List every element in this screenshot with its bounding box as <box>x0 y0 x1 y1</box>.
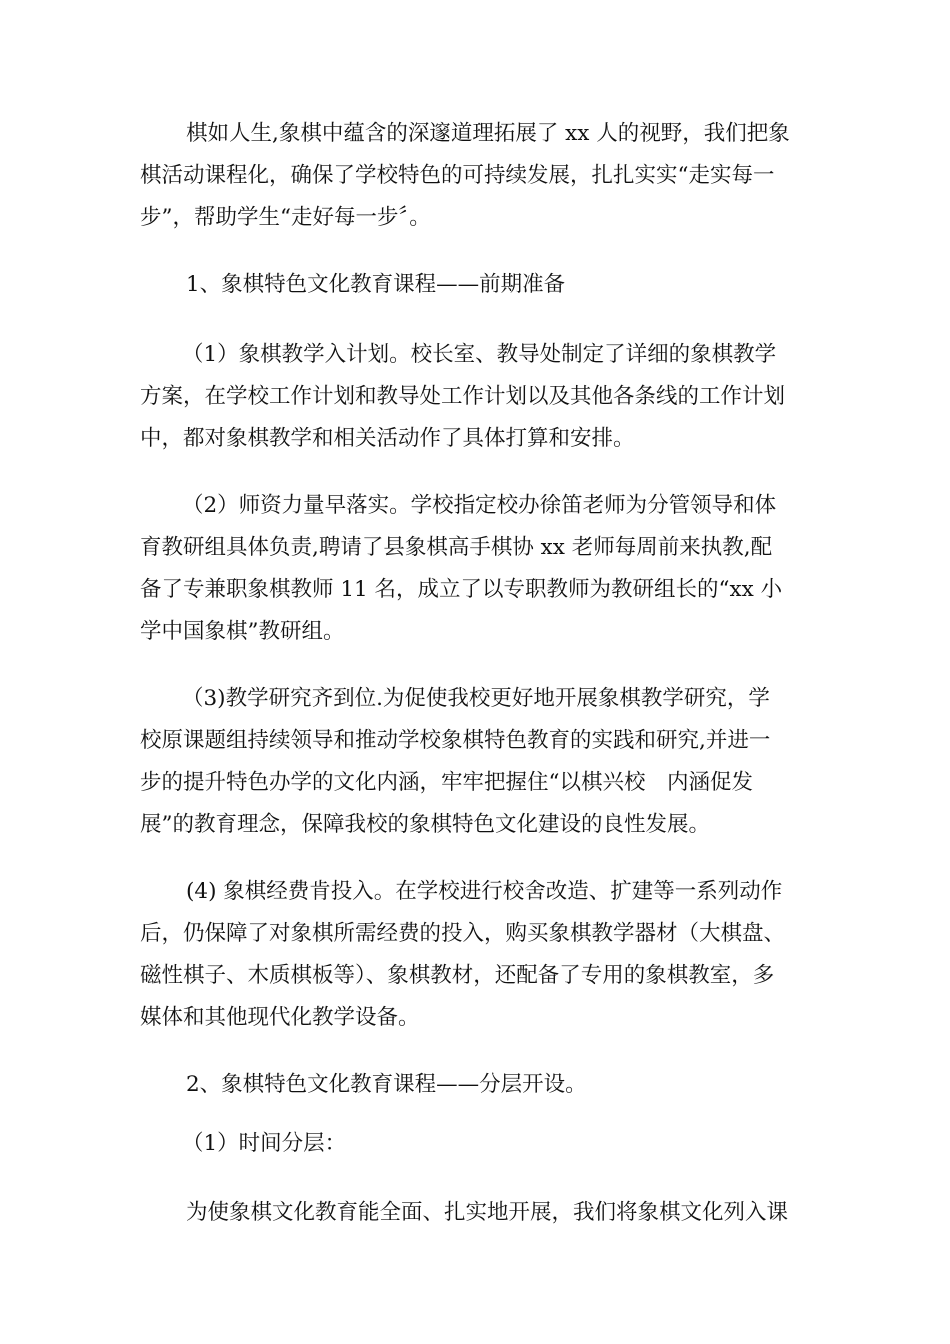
paragraph-line: 备了专兼职象棋教师 11 名，成立了以专职教师为教研组长的“xx 小 <box>140 577 783 602</box>
paragraph-line: 棋如人生,象棋中蕴含的深邃道理拓展了 xx 人的视野，我们把象 <box>186 121 790 146</box>
section-heading: 2、象棋特色文化教育课程——分层开设。 <box>186 1072 587 1097</box>
paragraph-line: 校原课题组持续领导和推动学校象棋特色教育的实践和研究,并进一 <box>140 728 771 753</box>
paragraph-line: （1）象棋教学入计划。校长室、教导处制定了详细的象棋教学 <box>182 342 777 367</box>
paragraph-line: 后，仍保障了对象棋所需经费的投入，购买象棋教学器材（大棋盘、 <box>140 921 786 946</box>
paragraph-line: 磁性棋子、木质棋板等）、象棋教材，还配备了专用的象棋教室，多 <box>140 963 775 988</box>
paragraph-line: （2）师资力量早落实。学校指定校办徐笛老师为分管领导和体 <box>182 493 777 518</box>
paragraph-line: 为使象棋文化教育能全面、扎实地开展，我们将象棋文化列入课 <box>186 1200 789 1225</box>
paragraph-line: 步的提升特色办学的文化内涵，牢牢把握住“以棋兴校 内涵促发 <box>140 770 753 795</box>
sub-heading: （1）时间分层： <box>182 1131 347 1156</box>
paragraph-line: （3)教学研究齐到位.为促使我校更好地开展象棋教学研究，学 <box>182 686 770 711</box>
paragraph-line: 中，都对象棋教学和相关活动作了具体打算和安排。 <box>140 426 635 451</box>
paragraph-line: 方案，在学校工作计划和教导处工作计划以及其他各条线的工作计划 <box>140 384 786 409</box>
section-heading: 1、象棋特色文化教育课程——前期准备 <box>186 272 566 297</box>
paragraph-line: 媒体和其他现代化教学设备。 <box>140 1005 420 1030</box>
paragraph-line: 棋活动课程化，确保了学校特色的可持续发展，扎扎实实“走实每一 <box>140 163 775 188</box>
paragraph-line: 展”的教育理念，保障我校的象棋特色文化建设的良性发展。 <box>140 812 710 837</box>
paragraph-line: (4) 象棋经费肯投入。在学校进行校舍改造、扩建等一系列动作 <box>186 879 783 904</box>
paragraph-line: 学中国象棋”教研组。 <box>140 619 345 644</box>
paragraph-line: 育教研组具体负责,聘请了县象棋高手棋协 xx 老师每周前来执教,配 <box>140 535 773 560</box>
paragraph-line: 步”，帮助学生“走好每一步〞。 <box>140 205 431 230</box>
